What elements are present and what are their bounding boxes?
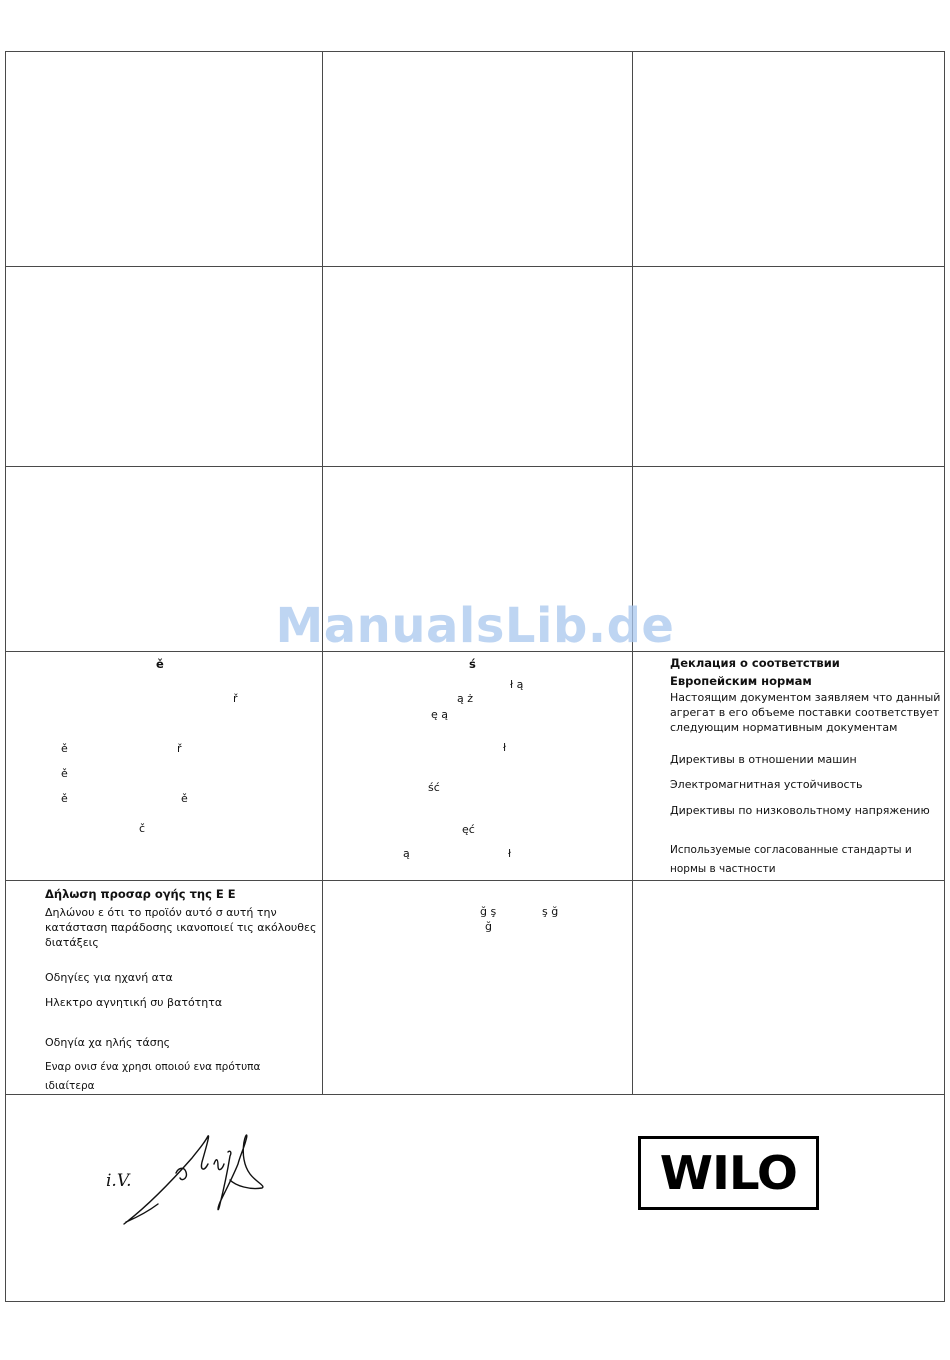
- gr-intro-line2: κατάσταση παράδοσης ικανοποιεί τις ακόλουθες: [45, 921, 317, 934]
- cz-text-fragment: ř: [177, 742, 182, 755]
- pl-text-fragment: ść: [428, 781, 440, 794]
- wilo-logo: [638, 1136, 819, 1210]
- pl-title-fragment: ś: [469, 657, 476, 671]
- row-divider: [6, 466, 944, 467]
- pl-text-fragment: ł ą: [510, 678, 524, 691]
- column-divider: [322, 52, 323, 1094]
- signature-image: [100, 1128, 275, 1230]
- gr-standards-line1: Εναρ ονισ ένα χρησι οποιού ενα πρότυπα: [45, 1061, 261, 1073]
- cz-text-fragment: ě: [61, 742, 68, 755]
- tr-text-fragment: ş ğ: [542, 905, 559, 918]
- row-divider: [6, 266, 944, 267]
- tr-text-fragment: ğ ş: [480, 905, 497, 918]
- ru-intro-line2: агрегат в его объеме поставки соответствует: [670, 706, 940, 719]
- row-divider: [6, 880, 944, 881]
- gr-standards-line2: ιδιαίτερα: [45, 1080, 95, 1092]
- gr-title: Δήλωση προσαρ ογής της Ε Ε: [45, 887, 236, 901]
- gr-low-voltage-directive: Οδηγία χα ηλής τάσης: [45, 1036, 171, 1049]
- watermark: ManualsLib.de: [275, 598, 675, 654]
- signature-prefix: i.V.: [106, 1171, 132, 1191]
- ru-machinery-directive: Директивы в отношении машин: [670, 753, 857, 766]
- cz-text-fragment: ř: [233, 692, 238, 705]
- pl-text-fragment: ę ą: [431, 708, 449, 721]
- ru-standards-line1: Используемые согласованные стандарты и: [670, 844, 912, 856]
- gr-emc-directive: Ηλεκτρο αγνητική συ βατότητα: [45, 996, 223, 1009]
- pl-text-fragment: ą: [403, 847, 410, 860]
- cz-title-fragment: ě: [156, 657, 164, 671]
- ru-intro-line1: Настоящим документом заявляем что данный: [670, 691, 941, 704]
- tr-text-fragment: ğ: [485, 920, 492, 933]
- cz-text-fragment: ě: [61, 792, 68, 805]
- ru-low-voltage-directive: Директивы по низковольтному напряжению: [670, 804, 930, 817]
- pl-text-fragment: ł: [508, 847, 512, 860]
- ru-standards-line2: нормы в частности: [670, 863, 776, 875]
- column-divider: [632, 52, 633, 1094]
- ru-title-line2: Европейским нормам: [670, 674, 812, 688]
- cz-text-fragment: ě: [181, 792, 188, 805]
- row-divider: [6, 1094, 944, 1095]
- ru-intro-line3: следующим нормативным документам: [670, 721, 898, 734]
- ru-emc-directive: Электромагнитная устойчивость: [670, 778, 863, 791]
- ru-title-line1: Деклация о соответствии: [670, 656, 840, 670]
- cz-text-fragment: č: [139, 822, 146, 835]
- pl-text-fragment: ą ż: [457, 692, 474, 705]
- gr-intro-line3: διατάξεις: [45, 936, 99, 949]
- pl-text-fragment: ł: [503, 741, 507, 754]
- cz-text-fragment: ě: [61, 767, 68, 780]
- gr-intro-line1: Δηλώνου ε ότι το προϊόν αυτό σ αυτή την: [45, 906, 277, 919]
- pl-text-fragment: ęć: [462, 823, 475, 836]
- gr-machinery-directive: Οδηγίες για ηχανή ατα: [45, 971, 173, 984]
- wilo-logo-text: WILO: [659, 1146, 798, 1200]
